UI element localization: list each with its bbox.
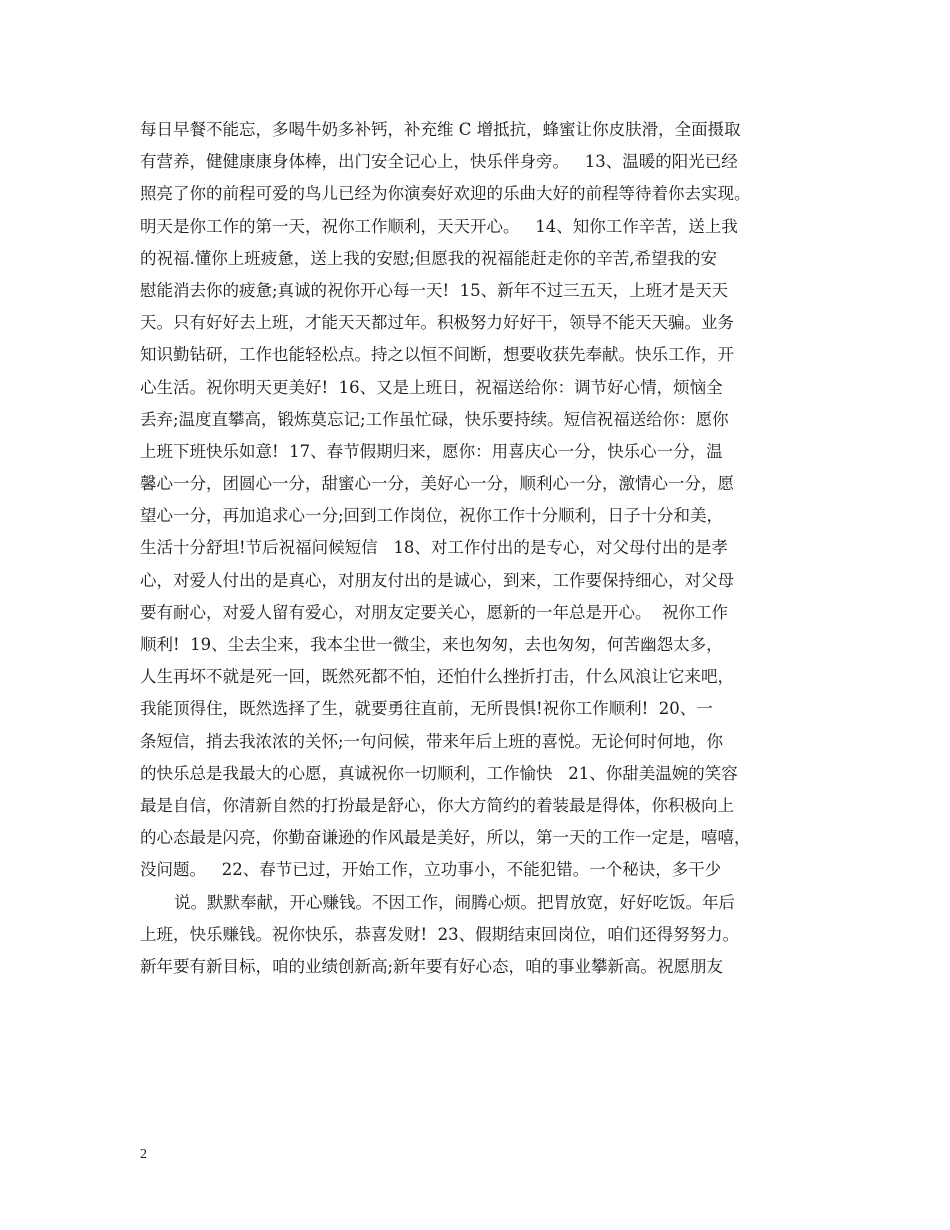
text-line: 天。只有好好去上班，才能天天都过年。积极努力好好干，领导不能天天骗。业务 [140, 313, 734, 333]
text-line: 上班，快乐赚钱。祝你快乐，恭喜发财! 23、假期结束回岗位，咱们还得努努力。 [140, 924, 740, 944]
text-line: 的心态最是闪亮，你勤奋谦逊的作风最是美好，所以，第一天的工作一定是，嘻嘻， [140, 828, 751, 848]
text-line: 丢弃;温度直攀高，锻炼莫忘记;工作虽忙碌，快乐要持续。短信祝福送给你：愿你 [140, 409, 729, 429]
text-line: 的快乐总是我最大的心愿，真诚祝你一切顺利，工作愉快 21、你甜美温婉的笑容 [140, 763, 738, 783]
text-line: 人生再坏不就是死一回，既然死都不怕，还怕什么挫折打击，什么风浪让它来吧， [140, 667, 734, 687]
page-number: 2 [140, 1147, 147, 1162]
text-line: 没问题。 22、春节已过，开始工作，立功事小，不能犯错。一个秘诀，多干少 [140, 860, 722, 880]
text-line: 馨心一分，团圆心一分，甜蜜心一分，美好心一分，顺利心一分，激情心一分，愿 [140, 474, 734, 494]
text-line: 条短信，捎去我浓浓的关怀;一句问候，带来年后上班的喜悦。无论何时何地，你 [140, 731, 724, 751]
text-line: 最是自信，你清新自然的打扮最是舒心，你大方简约的着装最是得体，你积极向上 [140, 795, 734, 815]
text-line: 心生活。祝你明天更美好! 16、又是上班日，祝福送给你：调节好心情，烦恼全 [140, 377, 723, 397]
text-line: 生活十分舒坦!节后祝福问候短信 18、对工作付出的是专心，对父母付出的是孝 [140, 538, 728, 558]
text-line: 望心一分，再加追求心一分;回到工作岗位，祝你工作十分顺利，日子十分和美， [140, 506, 724, 526]
text-line: 知识勤钻研，工作也能轻松点。持之以恒不间断，想要收获先奉献。快乐工作，开 [140, 345, 734, 365]
text-line: 有营养，健健康康身体棒，出门安全记心上，快乐伴身旁。 13、温暖的阳光已经 [140, 152, 738, 172]
text-line: 说。默默奉献，开心赚钱。不因工作，闹腾心烦。把胃放宽，好好吃饭。年后 [174, 892, 735, 912]
text-line: 照亮了你的前程可爱的鸟儿已经为你演奏好欢迎的乐曲大好的前程等待着你去实现。 [140, 184, 751, 204]
text-line: 要有耐心，对爱人留有爱心，对朋友定要关心，愿新的一年总是开心。 祝你工作 [140, 602, 728, 622]
body-text [140, 114, 830, 983]
text-line: 的祝福.懂你上班疲惫，送上我的安慰;但愿我的祝福能赶走你的辛苦,希望我的安 [140, 248, 718, 268]
text-line: 新年要有新目标，咱的业绩创新高;新年要有好心态，咱的事业攀新高。祝愿朋友 [140, 956, 724, 976]
text-line: 慰能消去你的疲惫;真诚的祝你开心每一天! 15、新年不过三五天，上班才是天天 [140, 280, 729, 300]
text-line: 每日早餐不能忘，多喝牛奶多补钙，补充维 C 增抵抗，蜂蜜让你皮肤滑，全面摄取 [140, 120, 741, 139]
text-line: 明天是你工作的第一天，祝你工作顺利，天天开心。 14、知你工作辛苦，送上我 [140, 216, 738, 236]
text-line: 顺利! 19、尘去尘来，我本尘世一微尘，来也匆匆，去也匆匆，何苦幽怨太多， [140, 635, 723, 654]
text-line: 心，对爱人付出的是真心，对朋友付出的是诚心，到来，工作要保持细心，对父母 [140, 570, 734, 590]
text-line: 上班下班快乐如意! 17、春节假期归来，愿你：用喜庆心一分，快乐心一分，温 [140, 441, 723, 461]
text-line: 我能顶得住，既然选择了生，就要勇往直前，无所畏惧!祝你工作顺利! 20、一 [140, 699, 713, 719]
